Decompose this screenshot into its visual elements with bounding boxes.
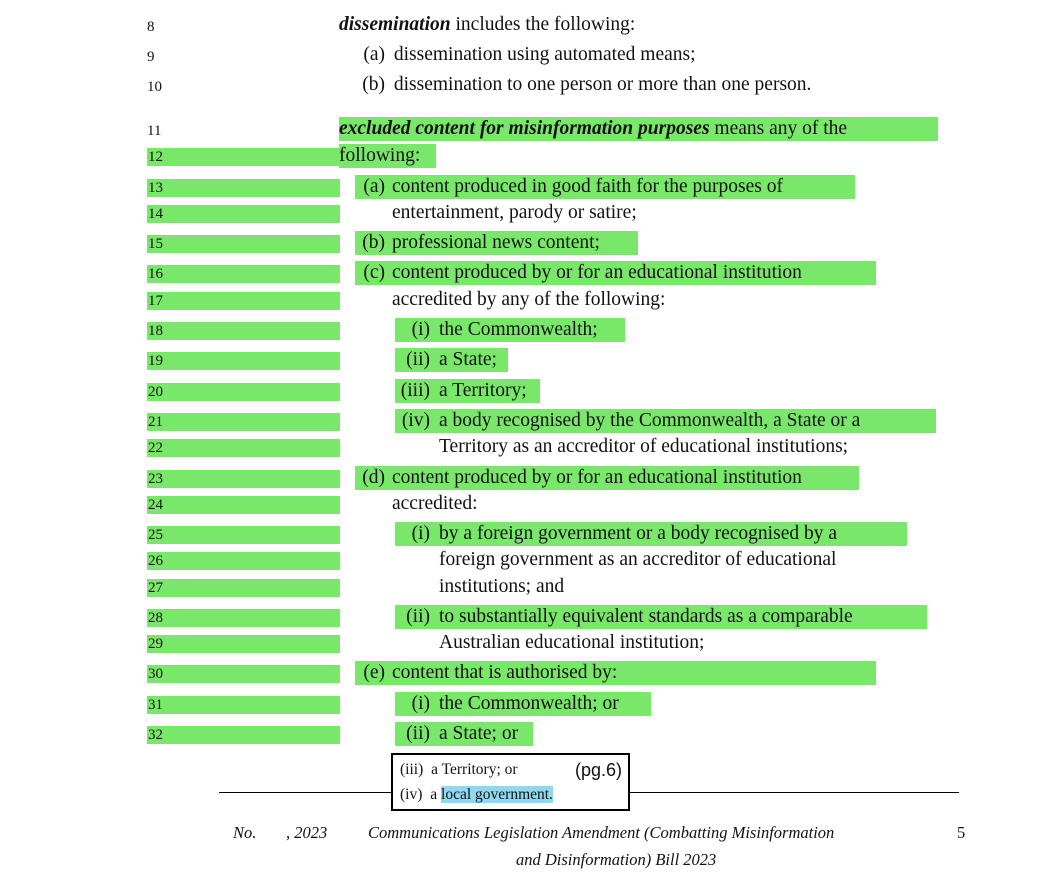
paragraph-text: a bbox=[430, 786, 442, 803]
definition-excluded-content bbox=[339, 117, 938, 141]
paragraph-text: accredited by any of the following: bbox=[392, 289, 666, 310]
line-number: 31 bbox=[147, 696, 340, 714]
list-item-line bbox=[355, 175, 855, 199]
list-item-line bbox=[355, 231, 638, 255]
paragraph-label: (i) bbox=[411, 693, 430, 714]
line-number: 9 bbox=[147, 49, 155, 65]
list-item-line bbox=[395, 379, 540, 403]
footer-title-line2: and Disinformation) Bill 2023 bbox=[516, 850, 717, 869]
paragraph-a bbox=[355, 43, 696, 67]
paragraph-label: (e) bbox=[363, 662, 385, 683]
line-number: 11 bbox=[147, 123, 162, 139]
paragraph-text: foreign government as an accreditor of educational bbox=[439, 549, 837, 570]
footer-rule-left bbox=[219, 792, 391, 793]
paragraph-text: a State; bbox=[439, 349, 497, 370]
line-number: 30 bbox=[147, 665, 340, 683]
line-number: 25 bbox=[147, 526, 340, 544]
line-number: 26 bbox=[147, 552, 340, 570]
line-number: 10 bbox=[147, 79, 162, 95]
list-item-line bbox=[395, 522, 907, 546]
line-number: 21 bbox=[147, 413, 340, 431]
line-number: 12 bbox=[147, 148, 340, 166]
line-number: 16 bbox=[147, 265, 340, 283]
line-number: 28 bbox=[147, 609, 340, 627]
line-number: 17 bbox=[147, 292, 340, 310]
paragraph-text: professional news content; bbox=[392, 232, 600, 253]
paragraph-text: a Territory; bbox=[439, 380, 527, 401]
line-number: 15 bbox=[147, 235, 340, 253]
paragraph-text: institutions; and bbox=[439, 576, 565, 597]
paragraph-label: (b) bbox=[362, 74, 385, 95]
paragraph-text: by a foreign government or a body recognised by a bbox=[439, 523, 837, 544]
defined-term: dissemination bbox=[339, 14, 451, 35]
list-item-line bbox=[395, 409, 936, 433]
paragraph-label: (iii) bbox=[400, 380, 430, 401]
line-number: 27 bbox=[147, 579, 340, 597]
paragraph-label: (b) bbox=[362, 232, 385, 253]
footer-number: No. bbox=[233, 823, 257, 842]
list-item-line bbox=[395, 348, 508, 372]
excerpt-line-iii bbox=[400, 761, 518, 779]
line-number: 18 bbox=[147, 322, 340, 340]
list-item-line bbox=[355, 261, 876, 285]
paragraph-label: (iv) bbox=[401, 410, 430, 431]
defined-term: excluded content for misinformation purposes bbox=[339, 118, 710, 139]
line-number: 14 bbox=[147, 205, 340, 223]
definition-text: means any of the bbox=[709, 118, 848, 139]
paragraph-label: (ii) bbox=[406, 606, 430, 627]
paragraph-text: a State; or bbox=[439, 723, 519, 744]
paragraph-label: (a) bbox=[363, 176, 385, 197]
paragraph-label: (iii) bbox=[400, 761, 424, 778]
paragraph-text: the Commonwealth; or bbox=[439, 693, 619, 714]
list-item-line bbox=[395, 605, 927, 629]
paragraph-text: content produced by or for an educational institution bbox=[392, 467, 802, 488]
list-item-line bbox=[355, 661, 876, 685]
definition-dissemination bbox=[339, 13, 635, 37]
paragraph-label: (i) bbox=[411, 523, 430, 544]
paragraph-text: entertainment, parody or satire; bbox=[392, 202, 637, 223]
line-number: 13 bbox=[147, 179, 340, 197]
paragraph-label: (c) bbox=[363, 262, 385, 283]
paragraph-text: content that is authorised by: bbox=[392, 662, 618, 683]
paragraph-text: accredited: bbox=[392, 493, 478, 514]
paragraph-label: (i) bbox=[411, 319, 430, 340]
paragraph-b bbox=[355, 73, 811, 97]
paragraph-text: dissemination to one person or more than one person. bbox=[393, 74, 812, 95]
paragraph-label: (a) bbox=[363, 44, 385, 65]
excerpt-line-iv bbox=[400, 786, 553, 804]
list-item-line bbox=[395, 692, 651, 716]
list-item-line bbox=[355, 466, 859, 490]
paragraph-label: (iv) bbox=[400, 786, 423, 803]
line-number: 32 bbox=[147, 726, 340, 744]
footer-page-number: 5 bbox=[957, 823, 966, 842]
line-number: 8 bbox=[147, 19, 155, 35]
paragraph-text: dissemination using automated means; bbox=[393, 44, 696, 65]
footer-year: , 2023 bbox=[286, 823, 328, 842]
line-number: 19 bbox=[147, 352, 340, 370]
excerpt-callout-box bbox=[391, 753, 630, 811]
line-number: 22 bbox=[147, 439, 340, 457]
footer-title-line1: Communications Legislation Amendment (Combatting Misinformation bbox=[368, 823, 835, 842]
list-item-line bbox=[395, 722, 533, 746]
line-number: 29 bbox=[147, 635, 340, 653]
paragraph-text: content produced by or for an educational institution bbox=[392, 262, 802, 283]
paragraph-text: a body recognised by the Commonwealth, a State or a bbox=[439, 410, 861, 431]
line-number: 20 bbox=[147, 383, 340, 401]
paragraph-label: (ii) bbox=[406, 349, 430, 370]
paragraph-label: (d) bbox=[362, 467, 385, 488]
paragraph-text: the Commonwealth; bbox=[439, 319, 598, 340]
definition-text: includes the following: bbox=[450, 14, 636, 35]
paragraph-text: a Territory; or bbox=[431, 761, 518, 778]
line-number: 23 bbox=[147, 470, 340, 488]
highlighted-text: local government. bbox=[441, 786, 553, 803]
line-number: 24 bbox=[147, 496, 340, 514]
list-item-line bbox=[395, 318, 625, 342]
paragraph-label: (ii) bbox=[406, 723, 430, 744]
definition-text: following: bbox=[339, 145, 421, 166]
paragraph-text: Territory as an accreditor of educational institutions; bbox=[439, 436, 849, 457]
paragraph-text: Australian educational institution; bbox=[439, 632, 705, 653]
page-reference: (pg.6) bbox=[574, 760, 622, 780]
paragraph-text: to substantially equivalent standards as a comparable bbox=[439, 606, 853, 627]
paragraph-text: content produced in good faith for the purposes of bbox=[392, 176, 783, 197]
footer-rule-right bbox=[630, 792, 959, 793]
definition-continuation bbox=[339, 144, 436, 168]
